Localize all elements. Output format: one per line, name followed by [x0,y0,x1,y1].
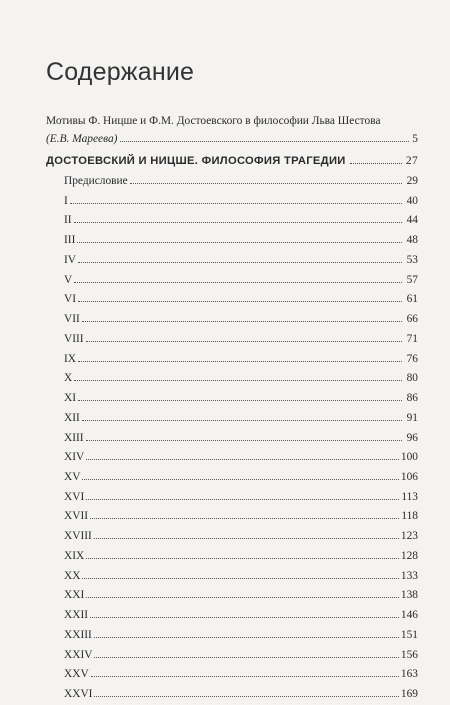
toc-entry [64,290,418,310]
toc-entry-label: Предисловие [64,175,128,187]
toc-entry [64,211,418,231]
toc-entry [64,547,418,567]
toc-entry-label: VI [64,293,77,306]
toc-entry [64,251,418,271]
toc-entry-label: XXI [64,589,85,602]
toc-entry-page: 118 [401,510,418,523]
intro-title: Мотивы Ф. Ницше и Ф.М. Достоевского в философии Льва Шестова [46,115,381,127]
toc-entry-label: XVII [64,510,89,523]
toc-entry [64,448,418,468]
dot-leader [91,675,399,677]
toc-entry-label: XXV [64,668,89,681]
dot-leader [94,695,398,697]
section-heading [46,155,418,167]
toc-entry-page: 66 [406,313,418,326]
toc-entry-page: 29 [406,175,418,187]
toc-entry-label: XV [64,471,81,484]
dot-leader [77,241,402,243]
toc-entry-page: 86 [406,392,418,405]
dot-leader [74,281,402,283]
dot-leader [94,537,399,539]
page-title: Содержание [46,58,195,86]
toc-entry [64,271,418,291]
toc-entry [64,626,418,646]
toc-entry-page: 169 [400,688,418,701]
dot-leader [70,202,402,204]
toc-entry-label: XIV [64,451,85,464]
toc-entry-page: 123 [400,530,418,543]
toc-entry-label: II [64,214,72,227]
toc-entry-page: 80 [406,372,418,385]
dot-leader [86,596,399,598]
toc-entry-label: XII [64,411,80,424]
toc-entry [64,389,418,409]
toc-entry-label: XXIV [64,648,93,661]
dot-leader [78,360,402,362]
toc-entry-page: 48 [406,234,418,247]
toc-entry-page: 151 [400,628,418,641]
toc-entry-label: IX [64,352,77,365]
toc-entry-label: X [64,372,73,385]
toc-entry-label: III [64,234,76,247]
toc-entry-label: IV [64,253,77,266]
intro-line-2 [46,130,418,148]
toc-entry-page: 53 [406,253,418,266]
dot-leader [78,300,402,302]
toc-entry [64,369,418,389]
toc-entry-page: 100 [400,451,418,464]
toc-entry [64,468,418,488]
toc-entry [64,646,418,666]
dot-leader [78,261,402,263]
dot-leader [74,379,402,381]
toc-entry [64,507,418,527]
dot-leader [86,340,402,342]
toc-entry-label: VIII [64,332,84,345]
toc-entry-label: I [64,194,68,207]
toc-entry-page: 44 [406,214,418,227]
toc-entry-label: XI [64,392,77,405]
toc-entry-label: XXVI [64,688,93,701]
dot-leader [120,140,409,142]
toc-entry [64,567,418,587]
dot-leader [94,656,398,658]
toc-entry-page: 133 [400,569,418,582]
toc-entry-page: 106 [400,471,418,484]
toc-entry-label: XIX [64,549,85,562]
toc-entry-label: XVI [64,490,85,503]
toc-entry [64,488,418,508]
toc-entry-page: 91 [406,411,418,424]
intro-entry [46,112,418,148]
toc-list [64,172,418,705]
toc-entry-page: 71 [406,332,418,345]
intro-author: (Е.В. Мареева) [46,133,118,145]
dot-leader [74,221,402,223]
toc-entry [64,330,418,350]
toc-entry [64,606,418,626]
dot-leader [82,478,398,480]
toc-entry [64,685,418,705]
section-title: ДОСТОЕВСКИЙ И НИЦШЕ. ФИЛОСОФИЯ ТРАГЕДИИ [46,155,346,167]
dot-leader [90,517,399,519]
toc-entry [64,665,418,685]
toc-entry [64,350,418,370]
toc-entry-page: 96 [406,431,418,444]
toc-entry-page: 76 [406,352,418,365]
dot-leader [130,182,402,184]
toc-entry-page: 156 [400,648,418,661]
dot-leader [86,498,399,500]
toc-entry-page: 40 [406,194,418,207]
toc-entry-label: XIII [64,431,84,444]
toc-entry [64,231,418,251]
dot-leader [78,399,402,401]
toc-entry-page: 57 [406,273,418,286]
toc-entry-page: 146 [400,609,418,622]
toc-entry [64,586,418,606]
toc-entry-label: XXIII [64,628,92,641]
dot-leader [82,419,402,421]
dot-leader [82,577,398,579]
toc-entry-label: VII [64,313,80,326]
toc-entry-page: 138 [400,589,418,602]
dot-leader [86,557,399,559]
dot-leader [94,636,399,638]
dot-leader [350,162,402,164]
toc-entry-page: 128 [400,549,418,562]
toc-entry-page: 113 [401,490,418,503]
toc-entry-label: XX [64,569,81,582]
dot-leader [86,458,399,460]
toc-entry [64,527,418,547]
toc-entry [64,429,418,449]
toc-entry [64,192,418,212]
toc-entry-page: 163 [400,668,418,681]
toc-entry [64,409,418,429]
toc-entry [64,172,418,192]
dot-leader [82,320,402,322]
toc-entry [64,310,418,330]
dot-leader [90,616,399,618]
toc-entry-page: 61 [406,293,418,306]
intro-page: 5 [412,133,418,145]
toc-entry-label: XVIII [64,530,92,543]
toc-entry-label: XXII [64,609,89,622]
toc-entry-label: V [64,273,73,286]
section-page: 27 [405,155,418,167]
dot-leader [86,439,402,441]
